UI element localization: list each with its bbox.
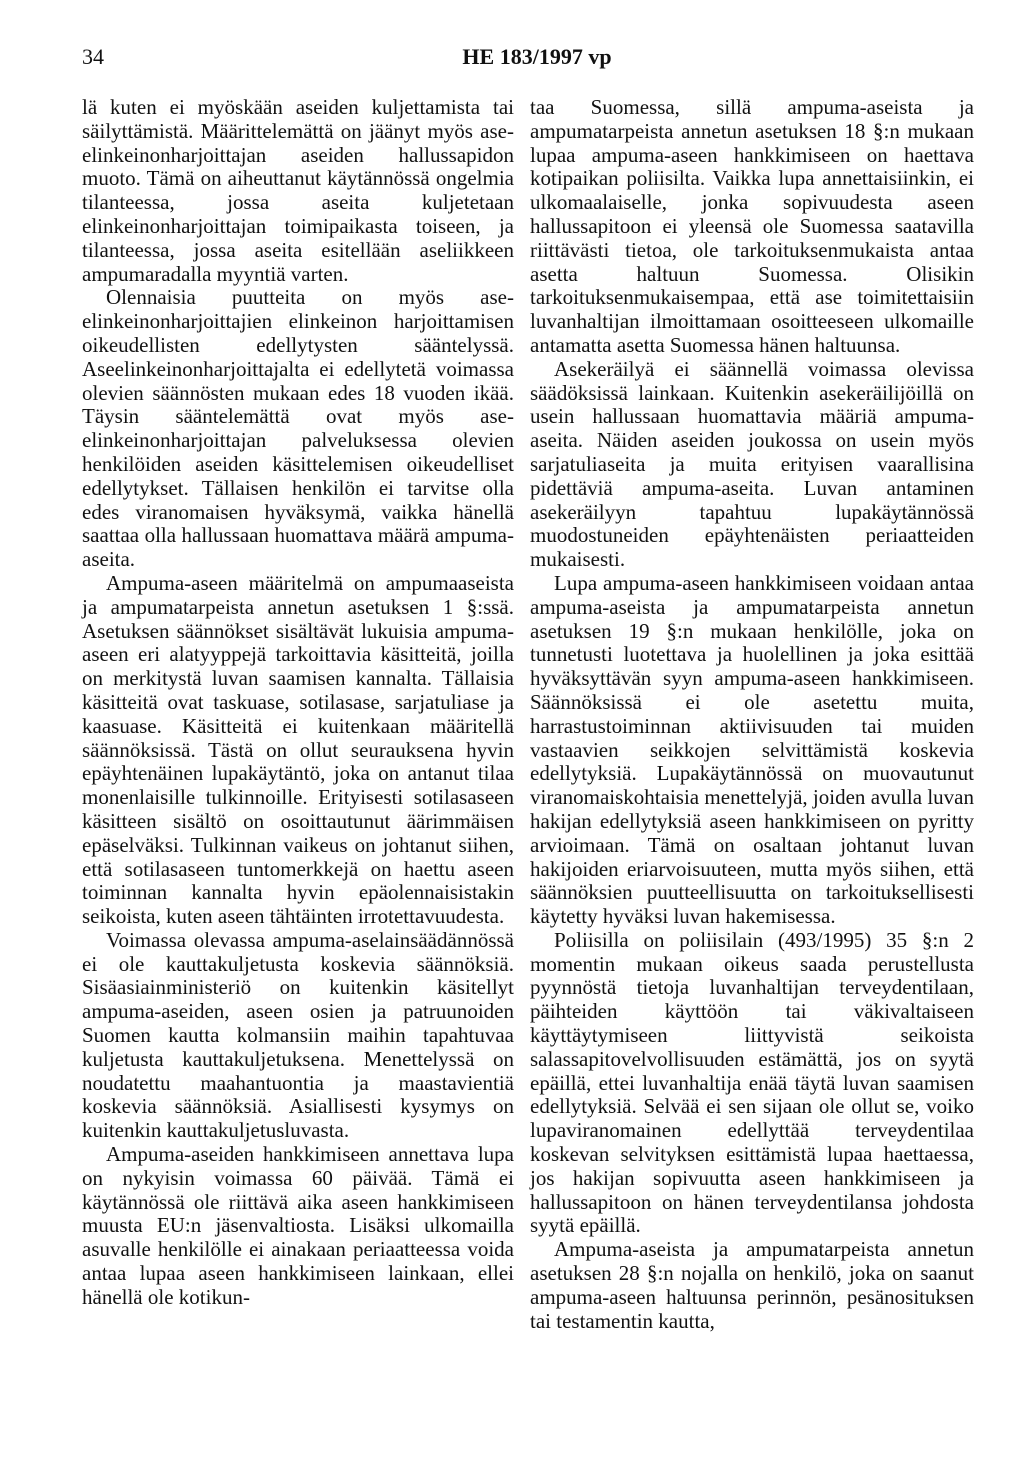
paragraph: Lupa ampuma-aseen hankkimiseen voidaan antaa ampuma-aseista ja ampumatarpeista annetun asetuksen 19 §:n mukaan henkilölle, joka on tunnetusti luotettava ja huolellinen ja joka esittää hyväksyttävän syyn ampuma-aseen hankkimiseen. Säännöksissä ei ole asetettu muita, harrastustoiminnan aktiivisuuden tai muiden vastaavien seikkojen selvittämistä koskevia edellytyksiä. Lupakäytännössä on muovautunut viranomaiskohtaisia menettelyjä, joiden avulla luvan hakijan edellytyksiä aseen hankkimiseen on pyritty arvioimaan. Tämä on osaltaan johtanut luvan hakijoiden eriarvoisuuteen, mutta myös siihen, että säännöksien puutteellisuutta on tarkoituksellisesti käytetty hyväksi luvan hakemisessa. (530, 570, 974, 929)
paragraph: Asekeräilyä ei säännellä voimassa olevissa säädöksissä lainkaan. Kuitenkin asekeräilijöillä on usein hallussaan huomattavia määriä ampuma-aseita. Näiden aseiden joukossa on usein myös sarjatuliaseita ja muita erityisen vaarallisina pidettäviä ampuma-aseita. Luvan antaminen asekeräilyyn tapahtuu lupakäytännössä muodostuneiden epäyhtenäisten periaatteiden mukaisesti. (530, 356, 974, 572)
paragraph: Ampuma-aseen määritelmä on ampumaaseista ja ampumatarpeista annetun asetuksen 1 §:ssä. Asetuksen säännökset sisältävät lukuisia ampuma-aseen eri alatyyppejä tarkoittavia käsitteitä, joilla on merkitystä luvan saamisen kannalta. Tällaisia käsitteitä ovat taskuase, sotilasase, sarjatuliase ja kaasuase. Käsitteitä ei kuitenkaan määritellä säännöksissä. Tästä on ollut seurauksena hyvin epäyhtenäinen lupakäytäntö, joka on antanut tilaa monenlaisille tulkinnoille. Erityisesti sotilasaseen käsitteen sisältö on osoittautunut äärimmäisen epäselväksi. Tulkinnan vaikeus on johtanut siihen, että sotilasaseen tuntomerkkejä on haettu aseen toiminnan kannalta hyvin epäolennaisistakin seikoista, kuten aseen tähtäinten irrotettavuudesta. (82, 570, 514, 929)
paragraph: Poliisilla on poliisilain (493/1995) 35 §:n 2 momentin mukaan oikeus saada perustellusta pyynnöstä tietoja luvanhaltijan terveydentilaan, päihteiden käyttöön tai väkivaltaiseen käyttäytymiseen liittyvistä seikoista salassapitovelvollisuuden estämättä, jos on syytä epäillä, ettei luvanhaltija enää täytä luvan saamisen edellytyksiä. Selvää ei sen sijaan ole ollut se, voiko lupaviranomainen edellyttää terveydentilaa koskevan selvityksen esittämistä lupaa haettaessa, jos hakijan sopivuutta aseen hankkimiseen ja hallussapitoon on hänen terveydentilansa johdosta syytä epäillä. (530, 927, 974, 1238)
paragraph: taa Suomessa, sillä ampuma-aseista ja ampumatarpeista annetun asetuksen 18 §:n mukaan lupaa ampuma-aseen hankkimiseen on haettava kotipaikan poliisilta. Vaikka lupa annettaisiinkin, ei ulkomaalaiselle, jonka sopivuudesta aseen hallussapitoon ei yleensä ole Suomessa saatavilla riittävästi tietoa, ole tarkoituksenmukaista antaa asetta haltuun Suomessa. Olisikin tarkoituksenmukaisempaa, että ase toimitettaisiin luvanhaltijan ilmoittamaan osoitteeseen ulkomaille antamatta asetta Suomessa hänen haltuunsa. (530, 95, 974, 357)
paragraph: Olennaisia puutteita on myös ase-elinkeinonharjoittajien elinkeinon harjoittamisen oikeudellisten edellytysten sääntelyssä. Aseelinkeinonharjoittajalta ei edellytetä voimassa olevien säännösten mukaan edes 18 vuoden ikää. Täysin sääntelemättä ovat myös ase-elinkeinonharjoittajan palveluksessa olevien henkilöiden aseiden käsittelemisen oikeudelliset edellytykset. Tällaisen henkilön ei tarvitse olla edes viranomaisen hyväksymä, vaikka hänellä saattaa olla hallussaan huomattava määrä ampuma-aseita. (82, 285, 514, 572)
paragraph: Ampuma-aseiden hankkimiseen annettava lupa on nykyisin voimassa 60 päivää. Tämä ei käytännössä ole riittävä aika aseen hankkimiseen muusta EU:n jäsenvaltiosta. Lisäksi ulkomailla asuvalle henkilölle ei ainakaan periaatteessa voida antaa lupaa aseen hankkimiseen lainkaan, ellei hänellä ole kotikun- (82, 1142, 514, 1309)
page-number: 34 (82, 44, 104, 69)
left-column (82, 96, 514, 1310)
running-head: HE 183/1997 vp (462, 44, 612, 69)
paragraph: Voimassa olevassa ampuma-aselainsäädännössä ei ole kauttakuljetusta koskevia säännöksiä. Sisäasiainministeriö on kuitenkin käsitellyt ampuma-aseiden, aseen osien ja patruunoiden Suomen kautta kolmansiin maihin tapahtuvaa kuljetusta kauttakuljetuksena. Menettelyssä on noudatettu maahantuontia ja maastavientiä koskevia säännöksiä. Asiallisesti kysymys on kuitenkin kauttakuljetusluvasta. (82, 927, 514, 1143)
page-header (82, 44, 992, 74)
paragraph: Ampuma-aseista ja ampumatarpeista annetun asetuksen 28 §:n nojalla on henkilö, joka on saanut ampuma-aseen haltuunsa perinnön, pesänosituksen tai testamentin kautta, (530, 1237, 974, 1333)
right-column (530, 96, 974, 1333)
paragraph: lä kuten ei myöskään aseiden kuljettamista tai säilyttämistä. Määrittelemättä on jäänyt myös ase-elinkeinonharjoittajan aseiden hallussapidon muoto. Tämä on aiheuttanut käytännössä ongelmia tilanteessa, jossa aseita kuljetetaan elinkeinonharjoittajan toimipaikasta toiseen, ja tilanteessa, jossa aseita esitellään aseliikkeen ampumaradalla myyntiä varten. (82, 95, 514, 286)
